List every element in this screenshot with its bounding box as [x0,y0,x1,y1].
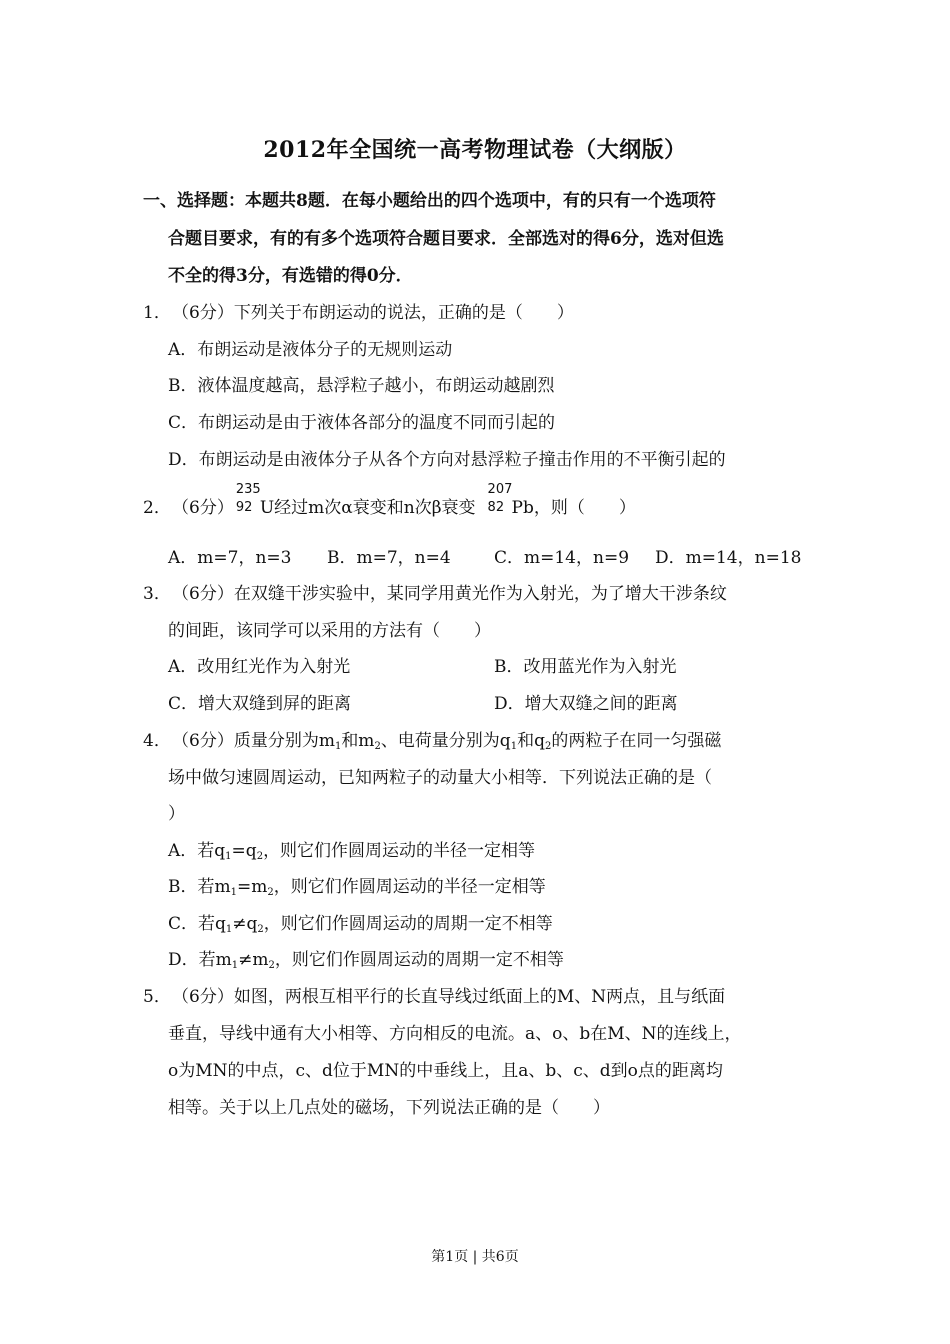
subscript: 1 [334,741,342,752]
q3-option-c: C．增大双缝到屏的距离 [168,694,352,714]
opt-text: ≠m [238,950,269,970]
u-mass-number: 235 [235,482,261,497]
subscript: 2 [374,741,381,752]
u-atomic-number: 92 [235,500,253,515]
subscript: 1 [225,851,232,862]
q2-number: 2． [143,498,171,518]
pb-atomic-number: 82 [487,500,505,515]
q4-option-c [168,913,553,941]
q2-stem-tail: Pb，则（ ） [511,498,636,518]
q1-option-c: C．布朗运动是由于液体各部分的温度不同而引起的 [168,413,556,433]
q2-option-c: C．m=14，n=9 [494,548,630,568]
q3-option-d: D．增大双缝之间的距离 [494,694,678,714]
q4-text: 和q [517,731,545,751]
opt-text: ，则它们作圆周运动的半径一定相等 [263,841,536,861]
opt-text: A．若q [168,841,226,861]
q5-stem-line3: o为MN的中点，c、d位于MN的中垂线上，且a、b、c、d到o点的距离均 [168,1061,723,1081]
q2-option-a: A．m=7，n=3 [168,548,292,568]
q5-stem-line2: 垂直，导线中通有大小相等、方向相反的电流。a、o、b在M、N的连线上， [168,1024,742,1044]
q4-number: 4． [143,731,171,751]
pb-mass-number: 207 [487,482,513,497]
q1-option-d: D．布朗运动是由液体分子从各个方向对悬浮粒子撞击作用的不平衡引起的 [168,450,726,470]
lead-isotope [486,482,513,519]
q5-stem-line4: 相等。关于以上几点处的磁场，下列说法正确的是（ ） [168,1098,610,1118]
q4-option-a [168,840,535,868]
q3-stem-line2: 的间距，该同学可以采用的方法有（ ） [168,621,491,641]
subscript: 2 [544,741,552,752]
subscript: 1 [225,924,233,935]
opt-text: C．若q [168,914,226,934]
opt-text: =q [231,841,257,861]
opt-text: B．若m [168,877,231,897]
q4-text: 、电荷量分别为q [380,731,511,751]
q5-number: 5． [143,987,171,1007]
q4-text: 和m [341,731,375,751]
q1-stem: （6分）下列关于布朗运动的说法，正确的是（ ） [172,303,574,323]
subscript: 1 [231,960,239,971]
opt-text: ≠q [232,914,258,934]
opt-text: ，则它们作圆周运动的周期一定不相等 [274,950,564,970]
q2-score: （6分） [172,498,234,518]
subscript: 2 [268,960,275,971]
subscript: 1 [230,887,237,898]
q2-option-b: B．m=7，n=4 [327,548,451,568]
q4-text: 的两粒子在同一匀强磁 [551,731,722,751]
page-footer: 第1页 | 共6页 [431,1249,519,1265]
q2-stem [172,482,636,519]
q3-option-a: A．改用红光作为入射光 [168,657,351,677]
q2-option-d: D．m=14，n=18 [655,548,802,568]
uranium-isotope [234,482,261,519]
q4-stem-line2: 场中做匀速圆周运动，已知两粒子的动量大小相等．下列说法正确的是（ [168,768,712,788]
opt-text: ，则它们作圆周运动的周期一定不相等 [263,914,553,934]
q2-stem-mid: U经过m次α衰变和n次β衰变 [259,498,476,518]
subscript: 2 [257,924,264,935]
section-heading-line2: 合题目要求，有的有多个选项符合题目要求．全部选对的得6分，选对但选 [168,229,724,249]
section-heading-line1: 一、选择题：本题共8题．在每小题给出的四个选项中，有的只有一个选项符 [143,191,716,211]
q4-option-d [168,949,564,977]
q1-option-a: A．布朗运动是液体分子的无规则运动 [168,340,453,360]
q5-stem-line1: （6分）如图，两根互相平行的长直导线过纸面上的M、N两点，且与纸面 [172,987,726,1007]
opt-text: ，则它们作圆周运动的半径一定相等 [273,877,546,897]
q3-number: 3． [143,584,171,604]
subscript: 2 [267,887,274,898]
section-heading-line3: 不全的得3分，有选错的得0分． [168,266,413,286]
q4-text: （6分）质量分别为m [172,731,335,751]
q3-stem-line1: （6分）在双缝干涉实验中，某同学用黄光作为入射光，为了增大干涉条纹 [172,584,727,604]
q4-stem-line1 [172,730,721,758]
subscript: 1 [510,741,518,752]
q1-number: 1． [143,303,171,323]
q1-option-b: B．液体温度越高，悬浮粒子越小，布朗运动越剧烈 [168,376,555,396]
subscript: 2 [256,851,264,862]
q3-option-b: B．改用蓝光作为入射光 [494,657,677,677]
opt-text: D．若m [168,950,232,970]
q4-option-b [168,876,546,904]
q4-stem-line3: ） [168,804,185,824]
opt-text: =m [237,877,268,897]
page-title: 2012年全国统一高考物理试卷（大纲版） [263,137,687,163]
